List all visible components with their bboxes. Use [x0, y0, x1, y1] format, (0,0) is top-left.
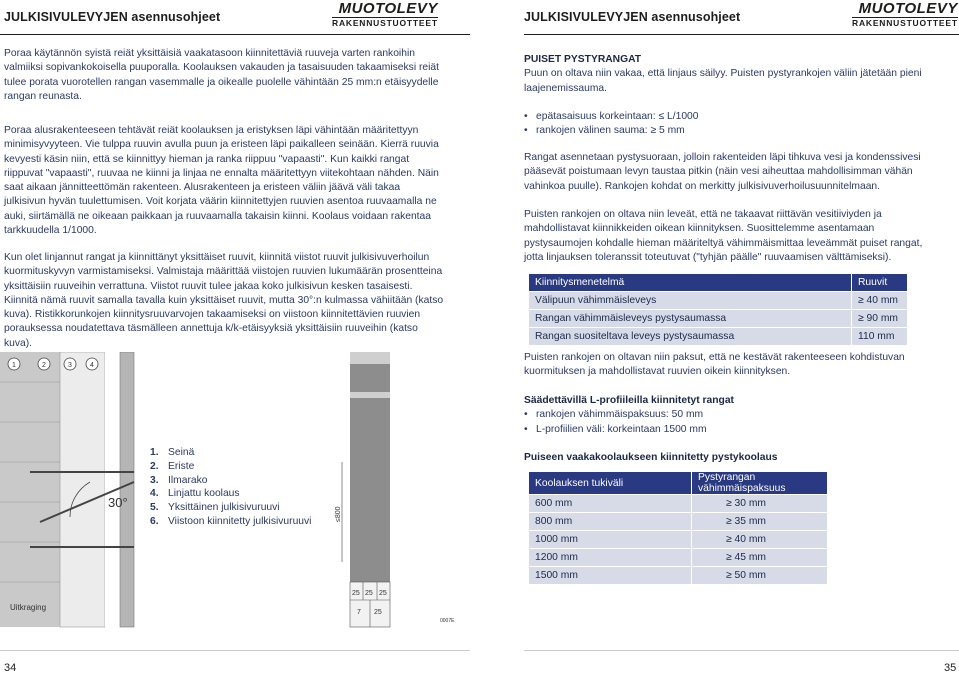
left-paragraph-1: Poraa käytännön syistä reiät yksittäisiä vaakatasoon kiinnitettäviä ruuveja varten rankoihin valmiiksi sopivankokoisella puuporalla. Koolauksen vakauden ja tasaisuuden takaamiseksi reiät tulee porata vuorotellen rangan vasemmalle ja oikealle puolelle vähintään 25 mm:n etäisyydelle rangan reunasta.	[4, 48, 440, 102]
dim-row2-a: 7	[357, 609, 361, 616]
paragraph-2: Rangat asennetaan pystysuoraan, jolloin rakenteiden läpi tihkuva vesi ja kondenssivesi pääsevät poistumaan levyn taustaa pitkin (näin vesi aiheuttaa mahdollisimman vähän vahinkoa puulle). Rankojen kohdat on merkitty julkisivuverhoilusuunnitelmaan.	[524, 152, 921, 192]
section2-heading: Säädettävillä L-profiileilla kiinnitetyt rangat	[524, 395, 734, 406]
table-cell: 600 mm	[529, 495, 692, 513]
table-row	[529, 310, 908, 328]
table-header-row	[529, 472, 828, 495]
legend-item: 5. Yksittäinen julkisivuruuvi	[150, 502, 280, 514]
left-header-title: JULKISIVULEVYJEN asennusohjeet	[4, 10, 221, 24]
angle-label: 30°	[108, 495, 128, 510]
right-header-rule	[524, 34, 959, 35]
section1-bullets	[524, 110, 944, 139]
right-header-title: JULKISIVULEVYJEN asennusohjeet	[524, 10, 741, 24]
right-page-number: 35	[944, 662, 957, 674]
right-brand-logo	[852, 1, 958, 28]
left-page-number: 34	[4, 662, 17, 674]
table-cell: 1500 mm	[529, 567, 692, 585]
table-header-cell: Kiinnitysmenetelmä	[529, 274, 852, 292]
table-row	[529, 531, 828, 549]
legend-item: 2. Eriste	[150, 460, 195, 472]
left-paragraph-3: Kun olet linjannut rangat ja kiinnittänyt yksittäiset ruuvit, kiinnitä viistot ruuvit julkisivuverhoilun kuormituskyvyn varmistamiseksi. Valmistaja määrittää viistojen ruuvien lukumäärän prosentteina yksittäisiin ruuveihin verrattuna. Viistot ruuvit tulee jakaa koko julkisivun kesken tasaisesti. Kiinnitä nämä ruuvit samalla tavalla kuin yksittäiset ruuvit, mutta 30°:n kulmassa vähiitään (katso kuva). Ristikkorunkojen kiinnitysruuvarvojen takaamiseksi on viistoon kiinnitettävien ruuvien porauksessa noudatettava täsmälleen annettuja k/k-etäisyyksiä yksittäisiin ruuveihin (katso kuva).	[4, 252, 444, 349]
svg-text:4: 4	[90, 362, 94, 369]
table-row	[529, 513, 828, 531]
legend-item: 3. Ilmarako	[150, 474, 208, 486]
left-footer-rule	[0, 650, 470, 651]
table-cell: ≥ 40 mm	[852, 292, 908, 310]
table-row	[529, 328, 908, 346]
table-cell: Välipuun vähimmäisleveys	[529, 292, 852, 310]
legend-item: 4. Linjattu koolaus	[150, 488, 240, 500]
right-logo-main: MUOTOLEVY	[858, 0, 958, 17]
dim-row1-b: 25	[365, 590, 373, 597]
bullet-item: • L-profiilien väli: korkeintaan 1500 mm	[536, 423, 944, 437]
dim-row2-b: 25	[374, 609, 382, 616]
table-cell: ≥ 35 mm	[692, 513, 828, 531]
drawing-code: 0007E	[440, 618, 455, 624]
dim-vertical: ≤800	[335, 506, 342, 522]
section1-heading: PUISET PYSTYRANGAT	[524, 54, 642, 65]
right-page-header	[480, 0, 959, 34]
left-page-header	[0, 0, 480, 34]
table-cell: ≥ 50 mm	[692, 567, 828, 585]
section1	[524, 53, 944, 96]
table-row	[529, 549, 828, 567]
left-logo-sub: RAKENNUSTUOTTEET	[332, 18, 438, 28]
right-logo-sub: RAKENNUSTUOTTEET	[852, 18, 958, 28]
table-header-row	[529, 274, 908, 292]
table-row	[529, 567, 828, 585]
batten-section	[120, 352, 134, 627]
bullet-item: • rankojen vähimmäispaksuus: 50 mm	[536, 408, 944, 422]
dim-row1-a: 25	[352, 590, 360, 597]
insulation-shape	[60, 352, 105, 627]
svg-text:2: 2	[42, 362, 46, 369]
table-cell: ≥ 30 mm	[692, 495, 828, 513]
table-cell: ≥ 90 mm	[852, 310, 908, 328]
section3-heading	[524, 451, 944, 465]
table-batten-thickness	[528, 471, 828, 585]
right-page	[480, 0, 959, 678]
table-header-cell: Ruuvit	[852, 274, 908, 292]
paragraph-3: Puisten rankojen on oltava niin leveät, että ne takaavat riittävän vesitiiviyden ja mahdollistavat kiinnikkeiden oikean kiinnityksen. Suosittelemme asentamaan pystysaumojen kohdalle hieman määriteltyä vähimmäismittaa leveämmät puiset rangat, jotta linjauksen toleranssit toteutuvat ("tyhjän päälle" ruuvaamisen välttämiseksi).	[524, 209, 923, 263]
legend-item: 1. Seinä	[150, 447, 195, 458]
table-cell: 1000 mm	[529, 531, 692, 549]
right-footer-rule	[524, 650, 959, 651]
table-cell: Rangan suositeltava leveys pystysaumassa	[529, 328, 852, 346]
table-cell: ≥ 45 mm	[692, 549, 828, 567]
svg-text:1: 1	[12, 362, 16, 369]
table-row	[529, 495, 828, 513]
left-logo-main: MUOTOLEVY	[338, 0, 438, 17]
bullet-item: • epätasaisuus korkeintaan: ≤ L/1000	[536, 110, 944, 124]
table-cell: 110 mm	[852, 328, 908, 346]
paragraph-4: Puisten rankojen on oltavan niin paksut, että ne kestävät rakenteeseen kohdistuvan kuormituksen ja mahdollistavat ruuvien oikein kiinnityksen.	[524, 352, 905, 378]
left-header-rule	[0, 34, 470, 35]
table-header-cell: Koolauksen tukiväli	[529, 472, 692, 495]
drawing-legend	[150, 446, 311, 529]
table-row	[529, 292, 908, 310]
wall-shape	[0, 352, 60, 627]
table-cell: ≥ 40 mm	[692, 531, 828, 549]
dim-row1-c: 25	[379, 590, 387, 597]
table-cell: 800 mm	[529, 513, 692, 531]
table-fastening-widths	[528, 273, 908, 346]
section2	[524, 394, 944, 437]
table-cell: 1200 mm	[529, 549, 692, 567]
table-header-cell: Pystyrangan vähimmäispaksuus	[692, 472, 828, 495]
bullet-item: • rankojen välinen sauma: ≥ 5 mm	[536, 124, 944, 138]
svg-text:3: 3	[68, 362, 72, 369]
section3-heading-text: Puiseen vaakakoolaukseen kiinnitetty pystykoolaus	[524, 452, 778, 463]
drawing-caption: Uitkraging	[10, 603, 47, 612]
section1-intro: Puun on oltava niin vakaa, että linjaus säilyy. Puisten pystyrankojen väliin jätetään pieni laajenemissauma.	[524, 68, 922, 94]
table-cell: Rangan vähimmäisleveys pystysaumassa	[529, 310, 852, 328]
left-paragraph-2: Poraa alusrakenteeseen tehtävät reiät koolauksen ja eristyksen läpi vähintään määritettyyn minimisyvyyteen. Vie tulppa ruuvin avulla puun ja eristeen läpi paikalleen seinään. Kierrä ruuvia kevyesti käsin niin, että se kiinnittyy hieman ja ranka riippuu "vapaasti". Kun kaikki rangat riippuvat "vapaasti", ruuvaa ne kiinni ja linjaa ne ennalta määritettyyn viitekohtaan nähden. Näin saat aikaan jännitteettömän rakenteen. Alusrakenteen ja eristeen väliin jäävä väli takaa julkisivun hyvän tuulettumisen. Voit korjata väärin kiinnitettyjen ruuvien asentoa ruuvaamalla ne auki, siirtämällä ne oikeaan paikkaan ja ruuvaamalla takaisin kiinni. Koolaus voidaan rakentaa tarkkuudella 1/1000.	[4, 125, 439, 237]
legend-item: 6. Viistoon kiinnitetty julkisivuruuvi	[150, 515, 312, 527]
left-brand-logo	[332, 1, 438, 28]
